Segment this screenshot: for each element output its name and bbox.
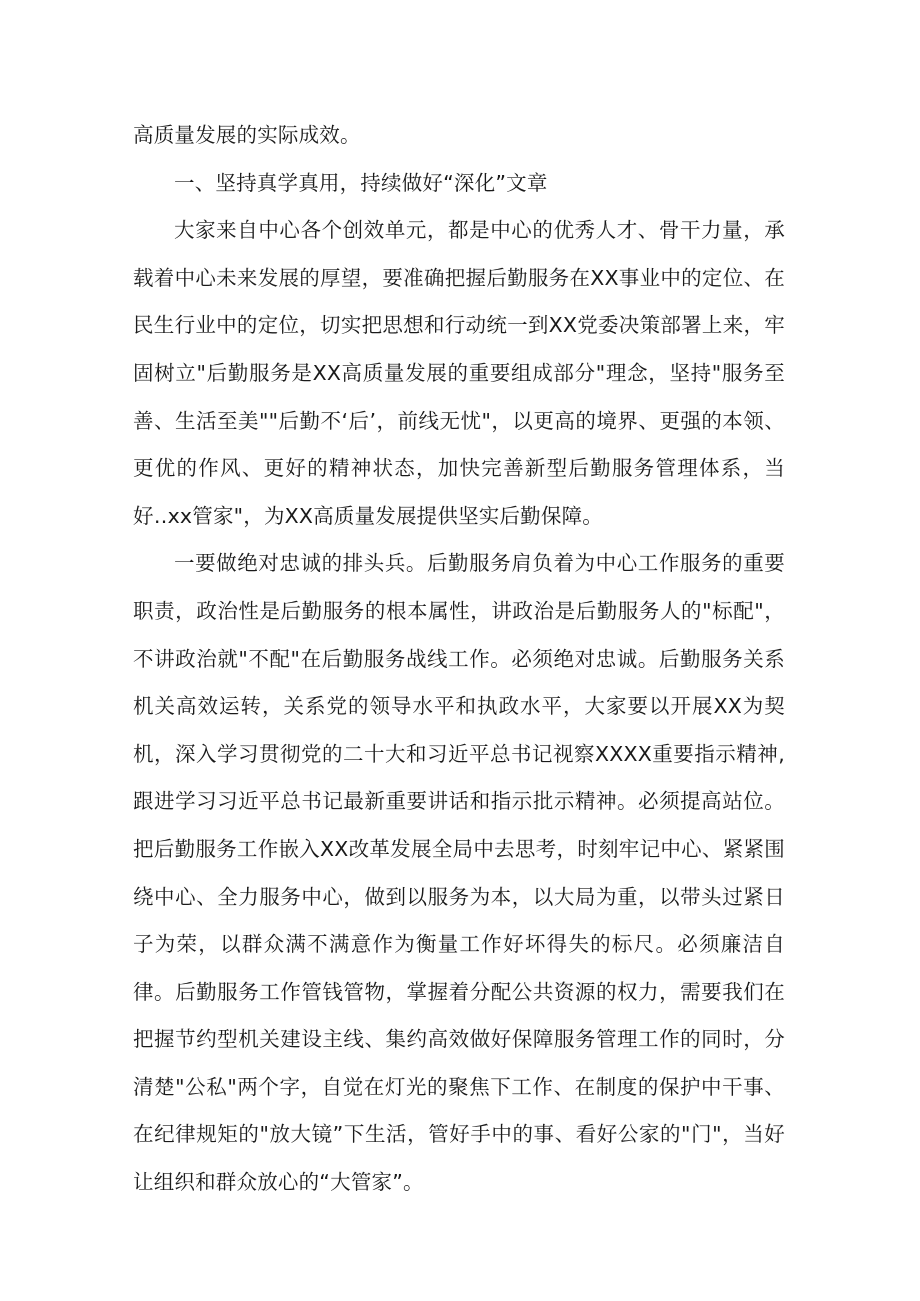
paragraph: 一要做绝对忠诚的排头兵。后勤服务肩负着为中心工作服务的重要职责，政治性是后勤服务的根本属性，讲政治是后勤服务人的"标配"，不讲政治就"不配"在后勤服务战线工作。必须绝对忠诚。后勤服务关系机关高效运转，关系党的领导水平和执政水平，大家要以开展XX为契机，深入学习贯彻党的二十大和习近平总书记视察XXXX重要指示精神,跟进学习习近平总书记最新重要讲话和指示批示精神。必须提高站位。把后勤服务工作嵌入XX改革发展全局中去思考，时刻牢记中心、紧紧围绕中心、全力服务中心，做到以服务为本，以大局为重，以带头过紧日子为荣，以群众满不满意作为衡量工作好坏得失的标尺。必须廉洁自律。后勤服务工作管钱管物，掌握着分配公共资源的权力，需要我们在把握节约型机关建设主线、集约高效做好保障服务管理工作的同时，分清楚"公私"两个字，自觉在灯光的聚焦下工作、在制度的保护中干事、在纪律规矩的"放大镜”下生活，管好手中的事、看好公家的"门"，当好让组织和群众放心的“大管家”。 xyxy=(133,551,785,1195)
section-heading: 一、坚持真学真用，持续做好“深化”文章 xyxy=(174,170,548,195)
paragraph: 大家来自中心各个创效单元，都是中心的优秀人才、骨干力量，承载着中心未来发展的厚望，要准确把握后勤服务在XX事业中的定位、在民生行业中的定位，切实把思想和行动统一到XX党委决策部署上来，牢固树立"后勤服务是XX高质量发展的重要组成部分"理念，坚持"服务至善、生活至美""后勤不‘后’，前线无忧"，以更高的境界、更强的本领、更优的作风、更好的精神状态，加快完善新型后勤服务管理体系，当好‥xx管家"，为XX高质量发展提供坚实后勤保障。 xyxy=(133,218,785,528)
paragraph-continuation: 高质量发展的实际成效。 xyxy=(133,123,361,147)
document-body xyxy=(133,112,785,1207)
